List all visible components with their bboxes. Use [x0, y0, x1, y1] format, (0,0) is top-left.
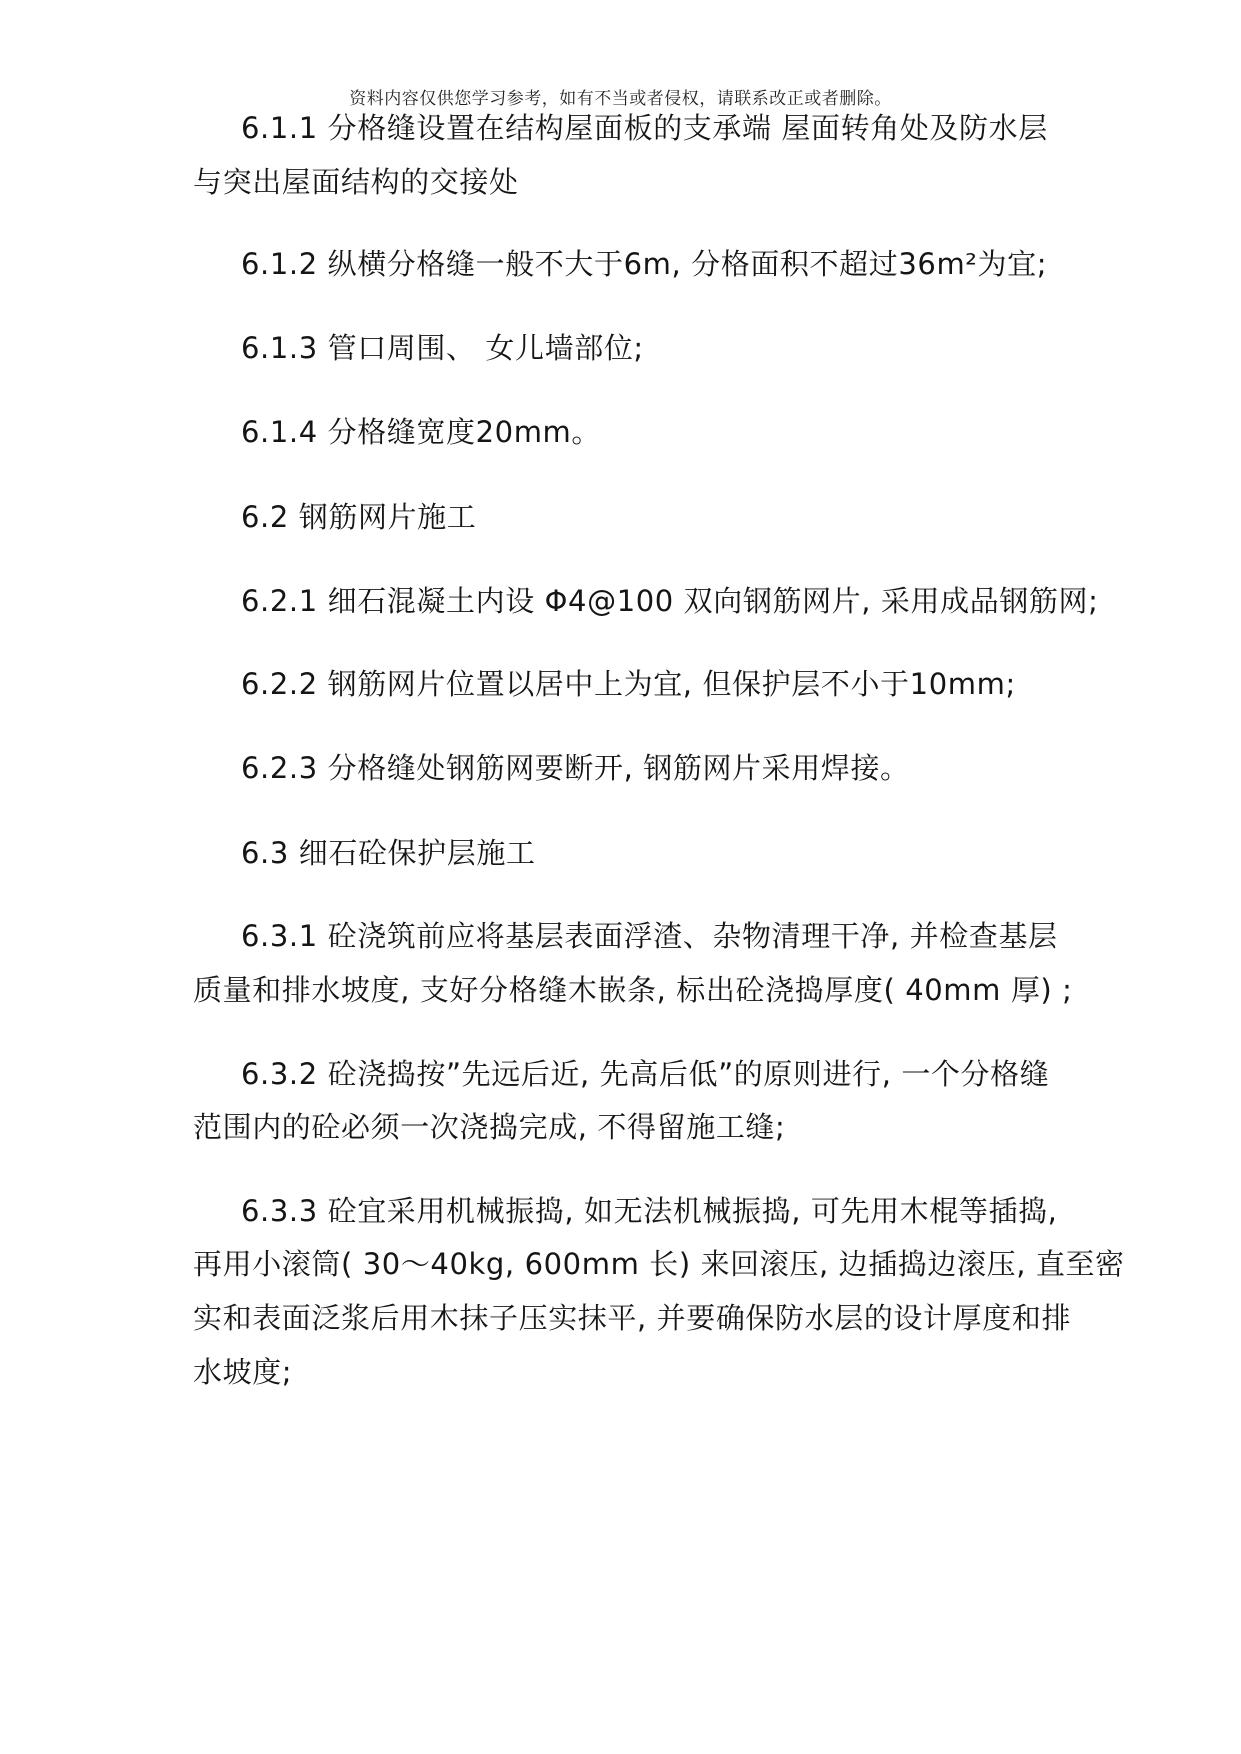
paragraph-6-3-1-line-2: 质量和排水坡度, 支好分格缝木嵌条, 标出砼浇捣厚度( 40mm 厚) ;	[193, 973, 1073, 1007]
paragraph-6-1-1-line-2: 与突出屋面结构的交接处	[193, 165, 519, 199]
paragraph-6-3-3-line-3: 实和表面泛浆后用木抹子压实抹平, 并要确保防水层的设计厚度和排	[193, 1301, 1072, 1335]
paragraph-6-1-3: 6.1.3 管口周围、 女儿墙部位;	[241, 331, 644, 365]
paragraph-6-3-2-line-1: 6.3.2 砼浇捣按”先远后近, 先高后低”的原则进行, 一个分格缝	[241, 1057, 1050, 1091]
paragraph-6-3-3-line-1: 6.3.3 砼宜采用机械振捣, 如无法机械振捣, 可先用木棍等插捣,	[241, 1194, 1058, 1228]
paragraph-6-1-2: 6.1.2 纵横分格缝一般不大于6m, 分格面积不超过36m²为宜;	[241, 247, 1048, 281]
paragraph-6-1-4: 6.1.4 分格缝宽度20mm。	[241, 415, 602, 449]
paragraph-6-3-3-line-2: 再用小滚筒( 30～40kg, 600mm 长) 来回滚压, 边插捣边滚压, 直至密	[193, 1247, 1125, 1281]
paragraph-6-2-1: 6.2.1 细石混凝土内设 Φ4@100 双向钢筋网片, 采用成品钢筋网;	[241, 584, 1099, 618]
paragraph-6-2-3: 6.2.3 分格缝处钢筋网要断开, 钢筋网片采用焊接。	[241, 751, 910, 785]
paragraph-6-2-2: 6.2.2 钢筋网片位置以居中上为宜, 但保护层不小于10mm;	[241, 667, 1016, 701]
paragraph-6-3-3-line-4: 水坡度;	[193, 1355, 293, 1389]
paragraph-6-1-1-line-1: 6.1.1 分格缝设置在结构屋面板的支承端 屋面转角处及防水层	[241, 111, 1048, 145]
paragraph-6-3-2-line-2: 范围内的砼必须一次浇捣完成, 不得留施工缝;	[193, 1110, 786, 1144]
heading-6-2: 6.2 钢筋网片施工	[241, 500, 477, 534]
paragraph-6-3-1-line-1: 6.3.1 砼浇筑前应将基层表面浮渣、杂物清理干净, 并检查基层	[241, 919, 1058, 953]
header-disclaimer: 资料内容仅供您学习参考，如有不当或者侵权，请联系改正或者删除。	[349, 89, 892, 109]
heading-6-3: 6.3 细石砼保护层施工	[241, 836, 536, 870]
